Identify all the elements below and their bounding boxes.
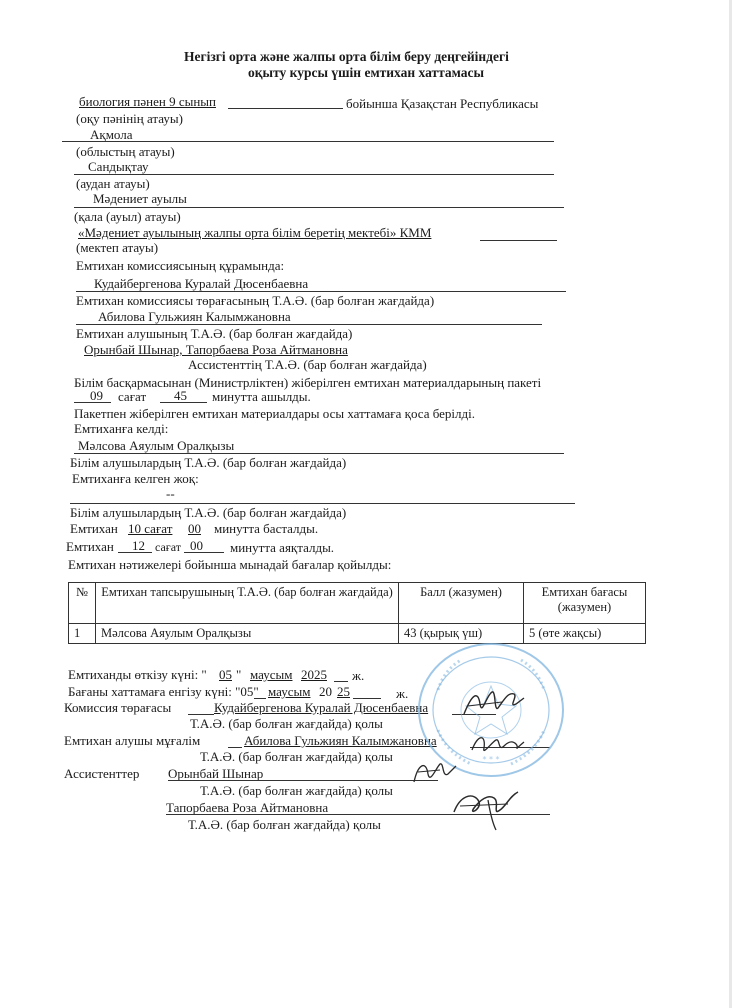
absent-line (70, 503, 575, 504)
sign-examiner-caption: Т.А.Ә. (бар болған жағдайда) қолы (200, 749, 393, 764)
end-prefix: Емтихан (66, 539, 114, 554)
chair-signature-icon (458, 686, 528, 722)
exam-date-line (334, 681, 348, 682)
package-text: Білім басқармасынан (Министрліктен) жіберілген емтихан материалдарының пакеті (74, 375, 542, 390)
district-line (74, 174, 554, 175)
table-header-row (69, 583, 646, 624)
arrived-caption: Білім алушылардың Т.А.Ә. (бар болған жағдайда) (70, 455, 347, 470)
assistants-caption: Ассистенттің Т.А.Ә. (бар болған жағдайда) (188, 357, 427, 372)
examiner-signature-icon (468, 728, 528, 758)
arrived-value: Мәлсова Аяулым Оралқызы (78, 438, 235, 453)
title-line-1: Негізгі орта және жалпы орта білім беру деңгейіндегі (184, 49, 509, 64)
end-suffix: минутта аяқталды. (230, 540, 335, 555)
absent-heading: Емтиханға келген жоқ: (72, 471, 199, 486)
title-line-2: оқыту курсы үшін емтихан хаттамасы (248, 65, 485, 80)
subject-value: биология пәнен 9 сынып (79, 94, 216, 109)
exam-date-day: 05 (219, 667, 232, 682)
grade-date-year-b: 25 (337, 684, 350, 699)
table-cell-score: 43 (қырық үш) (399, 624, 524, 644)
table-cell-grade: 5 (өте жақсы) (524, 624, 646, 644)
end-min: 00 (190, 538, 203, 553)
start-min: 00 (188, 521, 201, 536)
sign-assist1-value: Орынбай Шынар (168, 766, 264, 781)
grade-date-pre-line (254, 698, 266, 699)
examiner-caption: Емтихан алушының Т.А.Ә. (бар болған жағдайда) (76, 326, 353, 341)
sign-assist2-value: Тапорбаева Роза Айтмановна (166, 800, 329, 815)
sign-chair-caption: Т.А.Ә. (бар болған жағдайда) қолы (190, 716, 383, 731)
region-value: Ақмола (90, 127, 133, 142)
grade-date-prefix: Бағаны хаттамаға енгізу күні: "05" (68, 684, 259, 699)
sign-assist2-caption: Т.А.Ә. (бар болған жағдайда) қолы (188, 817, 381, 832)
chair-line (76, 291, 566, 292)
sign-assist-label: Ассистенттер (64, 766, 140, 781)
table-header-score: Балл (жазумен) (399, 583, 524, 624)
start-hour: 10 сағат (128, 521, 173, 536)
results-table (68, 582, 646, 644)
grade-date-line (353, 698, 381, 699)
table-cell-name: Мәлсова Аяулым Оралқызы (96, 624, 399, 644)
absent-caption: Білім алушылардың Т.А.Ә. (бар болған жағдайда) (70, 505, 347, 520)
package-min: 45 (174, 388, 187, 403)
subject-caption: (оқу пәнінің атауы) (76, 111, 183, 126)
village-value: Мәдениет ауылы (93, 191, 187, 206)
grade-date-suffix: ж. (396, 686, 409, 701)
absent-value: -- (166, 486, 175, 501)
sign-assist1-line (168, 780, 438, 781)
exam-date-suffix: ж. (352, 668, 365, 683)
attached-text: Пакетпен жіберілген емтихан материалдары осы хаттамаға қоса берілді. (74, 406, 476, 421)
sign-chair-label: Комиссия төрағасы (64, 700, 172, 715)
region-caption: (облыстың атауы) (76, 144, 175, 159)
sign-examiner-value: Абилова Гульжиян Калымжановна (244, 733, 437, 748)
village-caption: (қала (ауыл) атауы) (74, 209, 181, 224)
table-cell-number: 1 (69, 624, 96, 644)
chair-caption: Емтихан комиссиясы төрағасының Т.А.Ә. (бар болған жағдайда) (76, 293, 435, 308)
table-header-name: Емтихан тапсырушының Т.А.Ә. (бар болған жағдайда) (96, 583, 399, 624)
grade-date-year-a: 20 (319, 684, 332, 699)
examiner-value: Абилова Гульжиян Калымжановна (98, 309, 291, 324)
table-header-grade: Емтихан бағасы (жазумен) (524, 583, 646, 624)
examiner-line (76, 324, 542, 325)
village-line (74, 207, 564, 208)
district-value: Сандықтау (88, 159, 149, 174)
arrived-line (74, 453, 564, 454)
school-value: «Мәдениет ауылының жалпы орта білім беретің мектебі» КММ (78, 225, 432, 240)
end-hour: 12 (132, 538, 145, 553)
start-prefix: Емтихан (70, 521, 118, 536)
chair-value: Кудайбергенова Куралай Дюсенбаевна (94, 276, 309, 291)
sign-chair-pre-line (188, 714, 214, 715)
subject-suffix: бойынша Қазақстан Республикасы (346, 96, 539, 111)
package-min-label: минутта ашылды. (212, 389, 311, 404)
package-hour-label: сағат (118, 389, 147, 404)
subject-underline (228, 108, 343, 109)
assistant1-signature-icon (410, 756, 460, 788)
assistant2-signature-icon (448, 786, 528, 834)
start-suffix: минутта басталды. (214, 521, 319, 536)
exam-date-month: маусым (250, 667, 293, 682)
commission-heading: Емтихан комиссиясының құрамында: (76, 258, 285, 273)
school-line (480, 240, 557, 241)
assistants-value: Орынбай Шынар, Тапорбаева Роза Айтмановна (84, 342, 348, 357)
district-caption: (аудан атауы) (76, 176, 150, 191)
exam-date-mid: " (236, 667, 242, 682)
end-hour-label: сағат (155, 540, 181, 554)
table-header-number: № (69, 583, 96, 624)
sign-chair-value: Кудайбергенова Куралай Дюсенбаевна (214, 700, 429, 715)
exam-date-prefix: Емтиханды өткізу күні: " (68, 667, 207, 682)
sign-assist1-caption: Т.А.Ә. (бар болған жағдайда) қолы (200, 783, 393, 798)
sign-examiner-pre-line (228, 747, 242, 748)
results-heading: Емтихан нәтижелері бойынша мынадай бағалар қойылды: (68, 557, 392, 572)
svg-text:* * *: * * * (482, 755, 500, 764)
school-caption: (мектеп атауы) (76, 240, 159, 255)
arrived-heading: Емтиханға келді: (74, 421, 169, 436)
package-hour: 09 (90, 388, 103, 403)
grade-date-month: маусым (268, 684, 311, 699)
exam-date-year: 2025 (301, 667, 327, 682)
sign-examiner-label: Емтихан алушы мұғалім (64, 733, 201, 748)
region-line (62, 141, 554, 142)
